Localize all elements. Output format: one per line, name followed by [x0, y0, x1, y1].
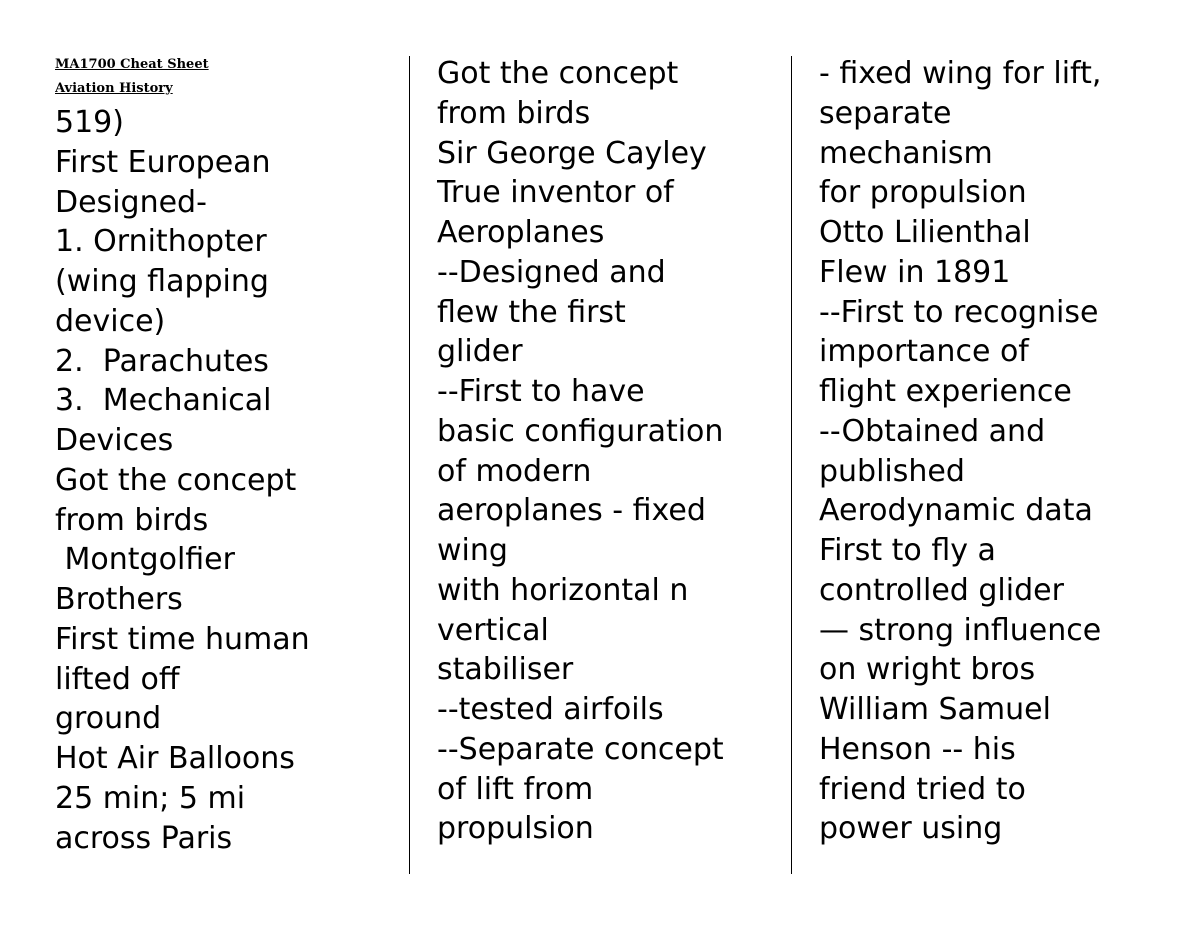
text-line: of modern	[437, 453, 592, 489]
text-line: First European	[55, 144, 271, 180]
section-heading: Aviation History	[55, 81, 173, 96]
text-line: from birds	[55, 502, 209, 538]
text-line: mechanism	[819, 135, 993, 171]
text-line: --Obtained and	[819, 413, 1046, 449]
text-line: Got the concept	[55, 462, 297, 498]
text-line: lifted off	[55, 661, 180, 697]
column-divider	[409, 56, 410, 874]
text-line: 519)	[55, 105, 124, 140]
text-line: --First to recognise	[819, 294, 1099, 330]
text-line: from birds	[437, 95, 591, 131]
document-title: MA1700 Cheat Sheet	[55, 57, 209, 72]
text-line: 25 min; 5 mi	[55, 780, 246, 816]
text-line: power using	[819, 811, 1003, 847]
text-line: 2. Parachutes	[55, 343, 269, 379]
text-line: Aerodynamic data	[819, 493, 1093, 529]
text-line: Brothers	[55, 582, 183, 617]
text-line: across Paris	[55, 820, 233, 856]
column-3-text	[819, 56, 1164, 849]
text-line: basic configuration	[437, 413, 724, 449]
column-3	[819, 56, 1164, 876]
text-line: controlled glider	[819, 572, 1064, 608]
text-line: Got the concept	[437, 56, 679, 91]
text-line: Henson -- his	[819, 731, 1016, 767]
text-line: Otto Lilienthal	[819, 215, 1031, 250]
text-line: --Separate concept	[437, 731, 724, 767]
text-line: - fixed wing for lift,	[819, 56, 1102, 91]
text-line: Hot Air Balloons	[55, 741, 295, 776]
text-line: True inventor of	[437, 175, 674, 211]
text-line: (wing flapping	[55, 264, 269, 299]
text-line: with horizontal n	[437, 572, 689, 608]
text-line: separate	[819, 95, 952, 131]
text-line: --tested airfoils	[437, 692, 664, 727]
text-line: ground	[55, 701, 162, 737]
text-line: flight experience	[819, 374, 1072, 409]
column-1	[55, 56, 400, 876]
text-line: --First to have	[437, 374, 645, 409]
text-line: William Samuel	[819, 692, 1051, 727]
text-line: Montgolfier	[55, 542, 235, 578]
text-line: of lift from	[437, 771, 594, 807]
text-line: 3. Mechanical	[55, 383, 272, 419]
text-line: Flew in 1891	[819, 254, 1011, 290]
text-line: published	[819, 453, 965, 489]
text-line: on wright bros	[819, 652, 1036, 688]
text-line: Designed-	[55, 184, 207, 220]
column-2	[437, 56, 782, 876]
text-line: aeroplanes - fixed	[437, 493, 706, 529]
text-line: wing	[437, 533, 508, 568]
text-line: propulsion	[437, 811, 594, 847]
text-line: stabiliser	[437, 652, 574, 688]
text-line: First time human	[55, 621, 310, 657]
text-line: flew the first	[437, 294, 626, 330]
text-line: Sir George Cayley	[437, 135, 707, 171]
text-line: for propulsion	[819, 175, 1027, 211]
text-line: vertical	[437, 612, 549, 648]
column-2-text	[437, 56, 782, 849]
text-line: importance of	[819, 334, 1029, 370]
column-divider	[791, 56, 792, 874]
column-1-text	[55, 103, 400, 858]
text-line: 1. Ornithopter	[55, 224, 267, 260]
text-line: device)	[55, 303, 166, 339]
text-line: --Designed and	[437, 254, 666, 290]
text-line: — strong influence	[819, 612, 1102, 648]
text-line: First to fly a	[819, 533, 996, 568]
text-line: glider	[437, 334, 523, 370]
text-line: Aeroplanes	[437, 215, 605, 250]
text-line: friend tried to	[819, 771, 1026, 807]
text-line: Devices	[55, 423, 174, 458]
